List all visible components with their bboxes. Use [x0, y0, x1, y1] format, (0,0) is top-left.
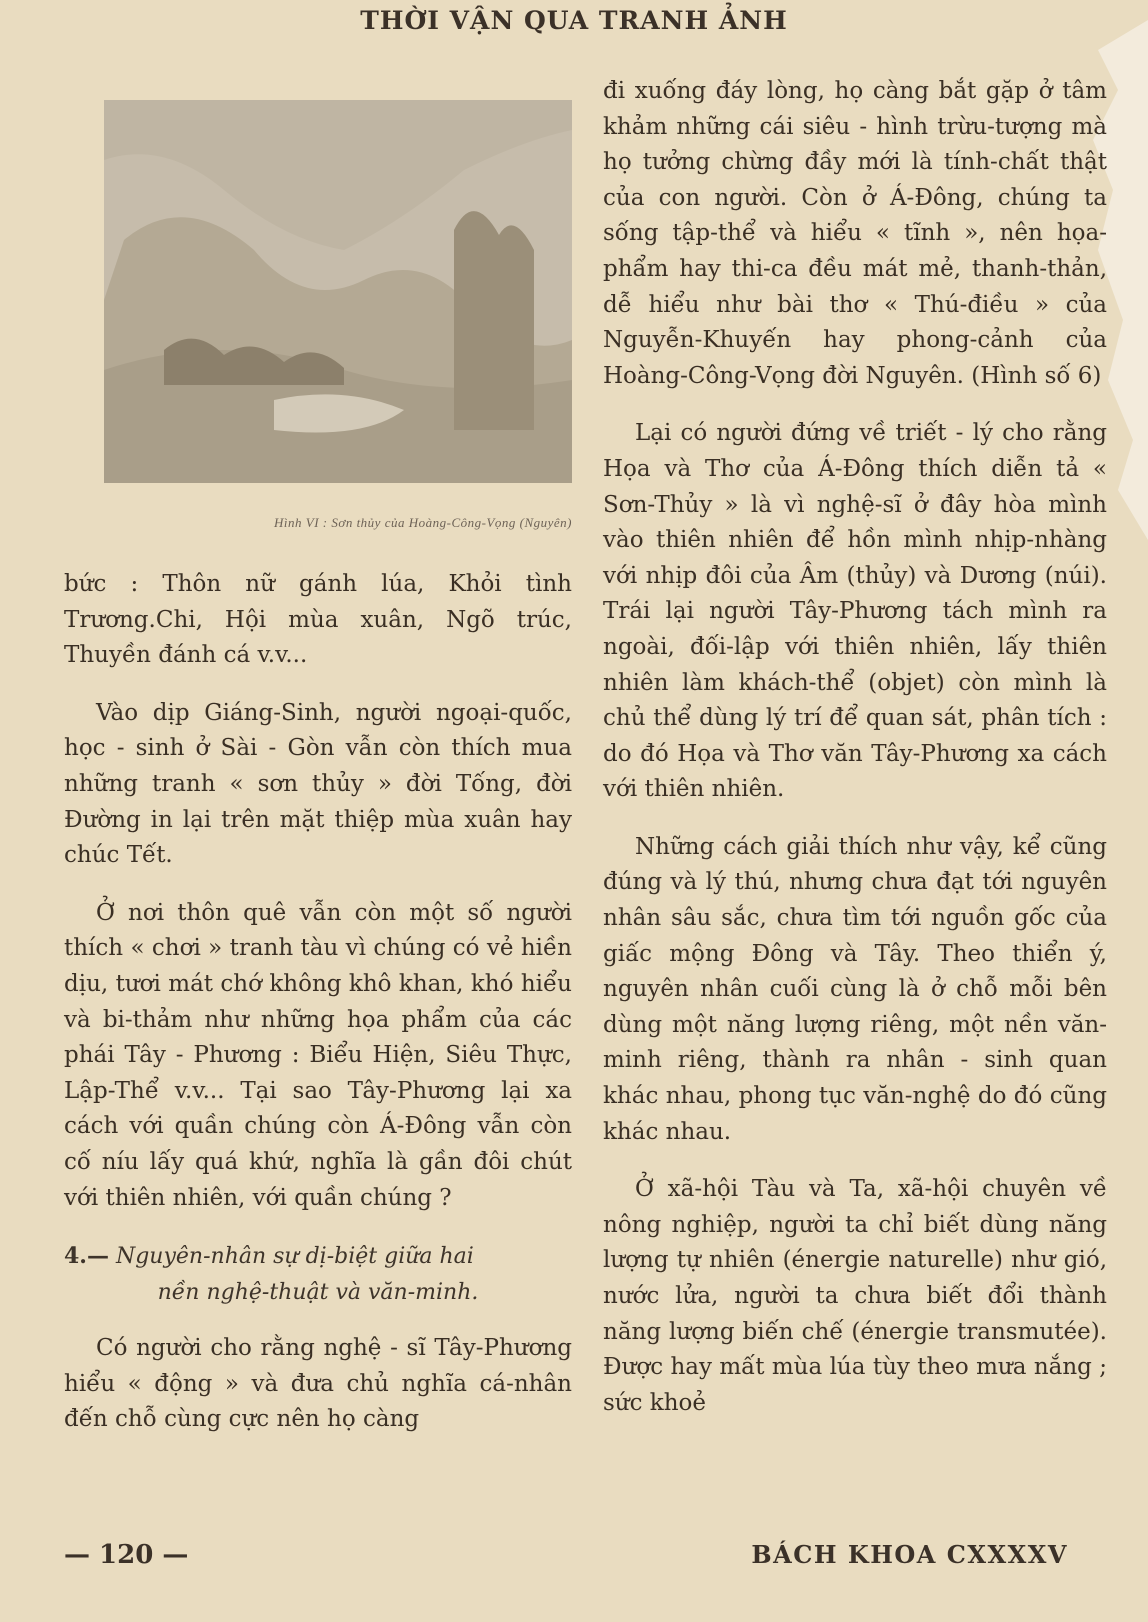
left-paragraph-1: bức : Thôn nữ gánh lúa, Khỏi tình Trương.Chi, Hội mùa xuân, Ngõ trúc, Thuyền đánh cá v.v...	[64, 571, 572, 669]
figure-caption: Hình VI : Sơn thủy của Hoàng-Công-Vọng (Nguyên)	[274, 515, 572, 530]
landscape-image	[104, 100, 572, 483]
left-paragraph-2: Vào dịp Giáng-Sinh, người ngoại-quốc, học - sinh ở Sài - Gòn vẫn còn thích mua những tranh « sơn thủy » đời Tống, đời Đường in lại trên mặt thiệp mùa xuân hay chúc Tết.	[64, 699, 572, 869]
magazine-issue: BÁCH KHOA CXXXXV	[751, 1540, 1068, 1569]
right-paragraph-4: Ở xã-hội Tàu và Ta, xã-hội chuyên về nông nghiệp, người ta chỉ biết dùng năng lượng tự nhiên (énergie naturelle) như gió, nước lửa, người ta chưa biết đổi thành năng lượng biến chế (énergie transmutée). Được hay mất mùa lúa tùy theo mưa nắng ; sức khoẻ	[603, 1176, 1107, 1416]
left-column	[64, 100, 572, 1460]
right-paragraph-1: đi xuống đáy lòng, họ càng bắt gặp ở tâm khảm những cái siêu - hình trừu-tượng mà họ tưởng chừng đầy mới là tính-chất thật của con người. Còn ở Á-Đông, chúng ta sống tập-thể và hiểu « tĩnh », nên họa-phẩm hay thi-ca đều mát mẻ, thanh-thản, dễ hiểu như bài thơ « Thú-điều » của Nguyễn-Khuyến hay phong-cảnh của Hoàng-Công-Vọng đời Nguyên. (Hình số 6)	[603, 78, 1107, 389]
right-paragraph-3: Những cách giải thích như vậy, kể cũng đúng và lý thú, nhưng chưa đạt tới nguyên nhân sâu sắc, chưa tìm tới nguồn gốc của giấc mộng Đông và Tây. Theo thiển ý, nguyên nhân cuối cùng là ở chỗ mỗi bên dùng một năng lượng riêng, một nền văn-minh riêng, thành ra nhân - sinh quan khác nhau, phong tục văn-nghệ do đó cũng khác nhau.	[603, 833, 1107, 1145]
left-paragraph-4: Có người cho rằng nghệ - sĩ Tây-Phương hiểu « động » và đưa chủ nghĩa cá-nhân đến chỗ cùng cực nên họ càng	[64, 1335, 572, 1433]
page-number: — 120 —	[64, 1540, 189, 1570]
section-number: 4.—	[64, 1243, 109, 1270]
right-paragraph-2: Lại có người đứng về triết - lý cho rằng Họa và Thơ của Á-Đông thích diễn tả « Sơn-Thủy » là vì nghệ-sĩ ở đây hòa mình vào thiên nhiên để hồn mình nhịp-nhàng với nhịp đôi của Âm (thủy) và Dương (núi). Trái lại người Tây-Phương tách mình ra ngoài, đối-lập với thiên nhiên, lấy thiên nhiên làm khách-thể (objet) còn mình là chủ thể dùng lý trí để quan sát, phân tích : do đó Họa và Thơ văn Tây-Phương xa cách với thiên nhiên.	[603, 420, 1107, 803]
section-heading	[64, 1238, 572, 1311]
landscape-figure	[104, 100, 572, 483]
right-column	[603, 74, 1107, 1443]
section-heading-line-2: nền nghệ-thuật và văn-minh.	[157, 1280, 479, 1306]
left-paragraph-3: Ở nơi thôn quê vẫn còn một số người thích « chơi » tranh tàu vì chúng có vẻ hiền dịu, tươi mát chớ không khô khan, khó hiểu và bi-thảm như những họa phẩm của các phái Tây - Phương : Biểu Hiện, Siêu Thực, Lập-Thể v.v... Tại sao Tây-Phương lại xa cách với quần chúng còn Á-Đông vẫn còn cố níu lấy quá khứ, nghĩa là gần đôi chút với thiên nhiên, với quần chúng ?	[64, 899, 572, 1211]
section-heading-line-1: Nguyên-nhân sự dị-biệt giữa hai	[115, 1244, 474, 1270]
running-head: THỜI VẬN QUA TRANH ẢNH	[360, 6, 788, 35]
